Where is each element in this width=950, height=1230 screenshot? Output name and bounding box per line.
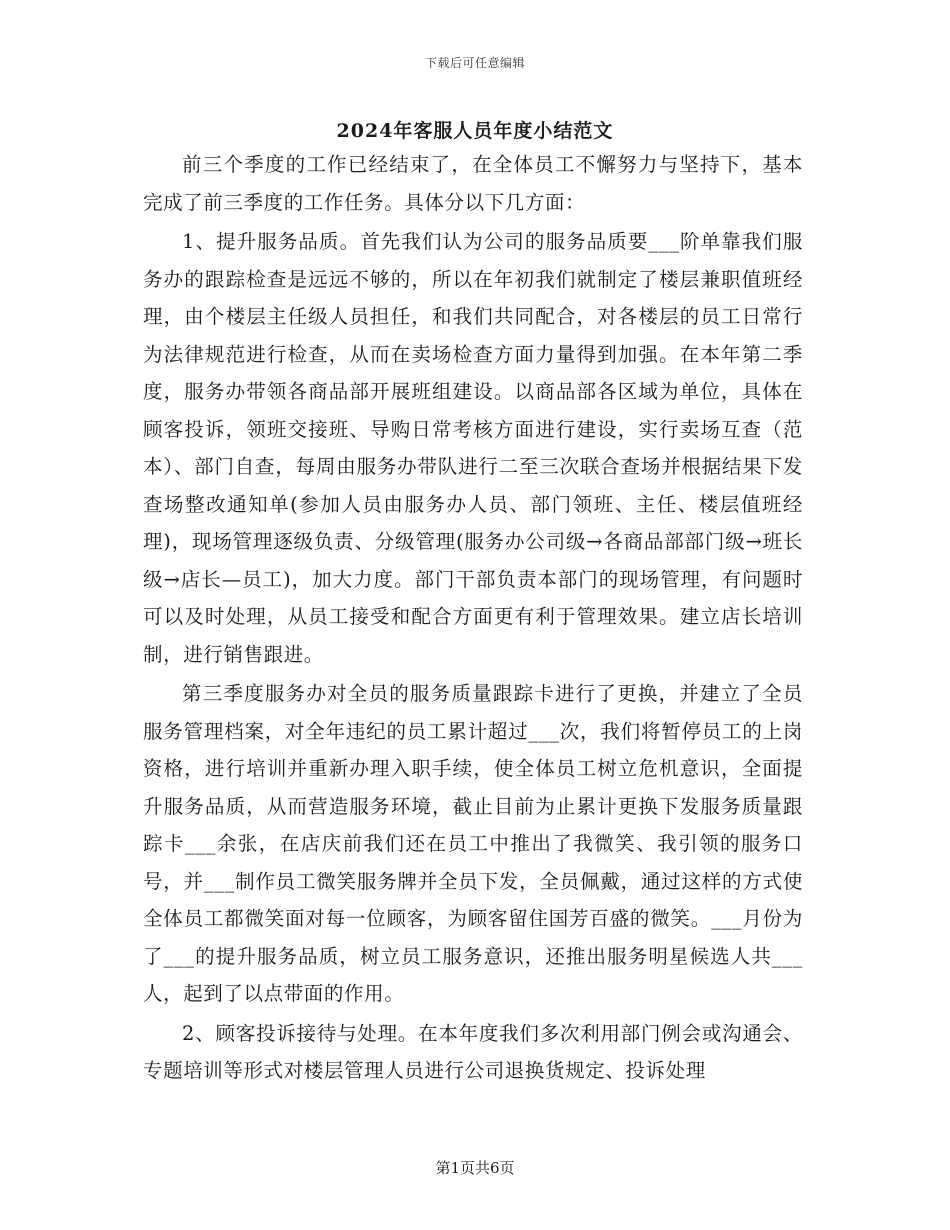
paragraph-third-quarter: 第三季度服务办对全员的服务质量跟踪卡进行了更换，并建立了全员服务管理档案，对全年违纪的员工累计超过___次，我们将暂停员工的上岗资格，进行培训并重新办理入职手续，使全体员工树立危机意识，全面提升服务品质，从而营造服务环境，截止目前为止累计更换下发服务质量跟踪卡___余张，在店庆前我们还在员工中推出了我微笑、我引领的服务口号，并___制作员工微笑服务牌并全员下发，全员佩戴，通过这样的方式使全体员工都微笑面对每一位顾客，为顾客留住国芳百盛的微笑。___月份为了___的提升服务品质，树立员工服务意识，还推出服务明星候选人共___人，起到了以点带面的作用。 xyxy=(143,682,803,1005)
document-title: 2024年客服人员年度小结范文 xyxy=(336,120,614,142)
paragraph-complaint-handling: 2、顾客投诉接待与处理。在本年度我们多次利用部门例会或沟通会、专题培训等形式对楼层管理人员进行公司退换货规定、投诉处理 xyxy=(143,1021,803,1082)
paragraph-intro: 前三个季度的工作已经结束了，在全体员工不懈努力与坚持下，基本完成了前三季度的工作任务。具体分以下几方面： xyxy=(143,153,803,214)
page-header-note: 下载后可任意编辑 xyxy=(424,56,525,70)
page-number: 第1页共6页 xyxy=(435,1159,515,1177)
paragraph-service-quality: 1、提升服务品质。首先我们认为公司的服务品质要___阶单靠我们服务办的跟踪检查是远远不够的，所以在年初我们就制定了楼层兼职值班经理，由个楼层主任级人员担任，和我们共同配合，对各楼层的员工日常行为法律规范进行检查，从而在卖场检查方面力量得到加强。在本年第二季度，服务办带领各商品部开展班组建设。以商品部各区域为单位，具体在顾客投诉，领班交接班、导购日常考核方面进行建设，实行卖场互查（范本）、部门自查，每周由服务办带队进行二至三次联合查场并根据结果下发查场整改通知单(参加人员由服务办人员、部门领班、主任、楼层值班经理)，现场管理逐级负责、分级管理(服务办公司级→各商品部部门级→班长级→店长—员工)，加大力度。部门干部负责本部门的现场管理，有问题时可以及时处理，从员工接受和配合方面更有利于管理效果。建立店长培训制，进行销售跟进。 xyxy=(143,230,803,666)
document-body xyxy=(143,146,803,1092)
